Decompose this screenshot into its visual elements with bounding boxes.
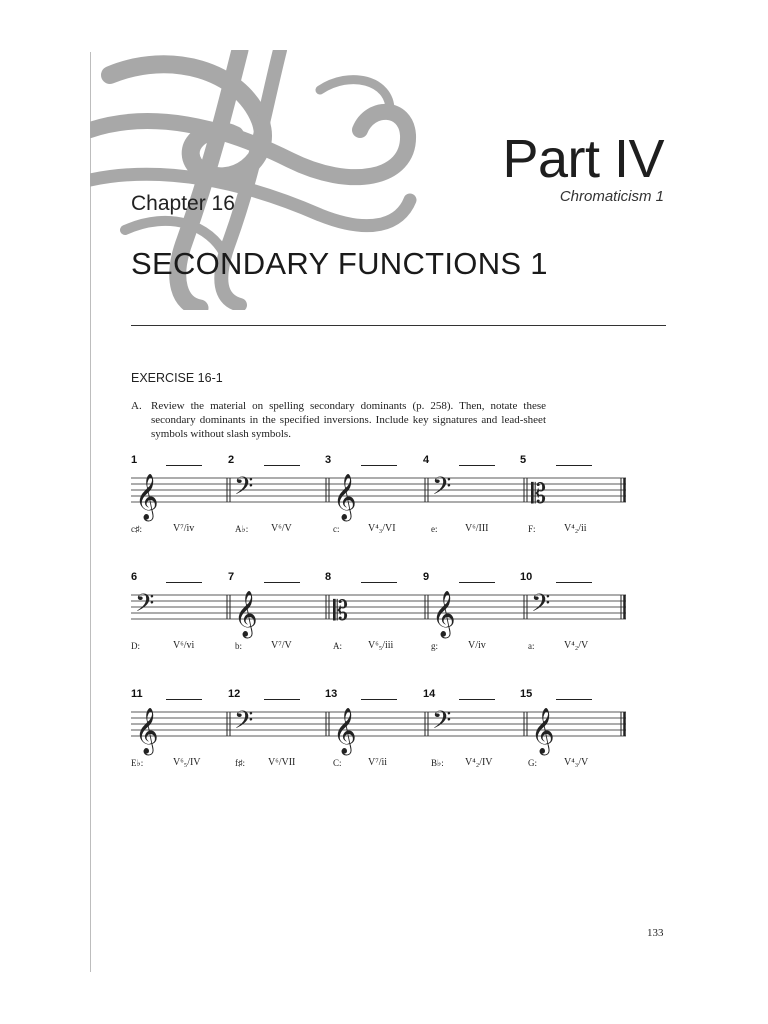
exercise-number: 12 (228, 688, 241, 700)
alto-clef-icon: 𝄡 (531, 479, 547, 510)
treble-clef-icon: 𝄞 (333, 708, 357, 754)
exercise-instructions (131, 399, 546, 441)
part-title: Part IV (502, 129, 664, 189)
exercise-number: 4 (423, 454, 430, 466)
staff-row-1 (131, 454, 626, 564)
exercise-number: 10 (520, 571, 533, 583)
chapter-label: Chapter 16 (131, 192, 235, 215)
chapter-title: SECONDARY FUNCTIONS 1 (131, 246, 548, 281)
exercise-number: 1 (131, 454, 138, 466)
key-label: e: (431, 524, 438, 534)
chord-symbol: V⁶/III (465, 523, 489, 534)
chord-symbol: V⁶/VII (268, 757, 296, 768)
chord-symbol: V⁶/vi (173, 640, 195, 651)
chord-symbol: V⁷/iv (173, 523, 195, 534)
chord-symbol: V⁷/V (271, 640, 292, 651)
instruction-letter: A. (131, 400, 142, 412)
music-staff[interactable] (131, 688, 626, 758)
bass-clef-icon: 𝄢 (135, 589, 155, 624)
bass-clef-icon: 𝄢 (234, 706, 254, 741)
title-divider (131, 325, 666, 326)
chord-labels (131, 524, 626, 544)
exercise-number: 3 (325, 454, 332, 466)
instruction-text: Review the material on spelling secondary dominants (p. 258). Then, notate these secondary dominants in the specified inversions. Include key signatures and lead-sheet symbols without slash symbols. (151, 400, 546, 440)
treble-clef-icon: 𝄞 (135, 708, 159, 754)
exercise-number: 7 (228, 571, 235, 583)
exercise-number: 8 (325, 571, 332, 583)
staff-row-2 (131, 571, 626, 681)
bass-clef-icon: 𝄢 (531, 589, 551, 624)
key-label: G: (528, 758, 537, 768)
key-label: C: (333, 758, 342, 768)
treble-clef-icon: 𝄞 (135, 474, 159, 520)
music-staff[interactable] (131, 571, 626, 641)
treble-clef-icon: 𝄞 (531, 708, 555, 754)
exercise-number: 13 (325, 688, 338, 700)
key-label: F: (528, 524, 536, 534)
treble-clef-icon: 𝄞 (333, 474, 357, 520)
exercise-number: 5 (520, 454, 527, 466)
bass-clef-icon: 𝄢 (432, 472, 452, 507)
key-label: c♯: (131, 524, 142, 534)
staff-row-3 (131, 688, 626, 798)
bass-clef-icon: 𝄢 (234, 472, 254, 507)
key-label: A: (333, 641, 342, 651)
exercise-number: 9 (423, 571, 430, 583)
chord-symbol: V/iv (468, 640, 486, 651)
chord-symbol: V⁴₂/ii (564, 523, 587, 534)
chord-labels (131, 641, 626, 661)
key-label: B♭: (431, 758, 444, 768)
chord-labels (131, 758, 626, 778)
key-label: E♭: (131, 758, 144, 768)
treble-clef-icon: 𝄞 (234, 591, 258, 637)
exercise-number: 6 (131, 571, 138, 583)
chord-symbol: V⁴₃/VI (368, 523, 396, 534)
bass-clef-icon: 𝄢 (432, 706, 452, 741)
chord-symbol: V⁶₅/IV (173, 757, 201, 768)
exercise-number: 2 (228, 454, 235, 466)
part-subtitle: Chromaticism 1 (559, 188, 664, 205)
chord-symbol: V⁴₃/V (564, 757, 589, 768)
exercise-number: 11 (131, 688, 143, 700)
chord-symbol: V⁶/V (271, 523, 292, 534)
key-label: b: (235, 641, 243, 651)
music-staff[interactable] (131, 454, 626, 524)
key-label: f♯: (235, 758, 245, 768)
page-number: 133 (647, 927, 664, 939)
chord-symbol: V⁴₂/V (564, 640, 589, 651)
alto-clef-icon: 𝄡 (333, 596, 349, 627)
treble-clef-icon: 𝄞 (432, 591, 456, 637)
chord-symbol: V⁷/ii (368, 757, 388, 768)
key-label: D: (131, 641, 140, 651)
exercise-label: EXERCISE 16-1 (131, 371, 223, 385)
key-label: g: (431, 641, 439, 651)
exercise-number: 14 (423, 688, 436, 700)
key-label: a: (528, 641, 535, 651)
chord-symbol: V⁶₅/iii (368, 640, 394, 651)
key-label: c: (333, 524, 340, 534)
key-label: A♭: (235, 524, 249, 534)
exercise-number: 15 (520, 688, 533, 700)
chord-symbol: V⁴₂/IV (465, 757, 493, 768)
